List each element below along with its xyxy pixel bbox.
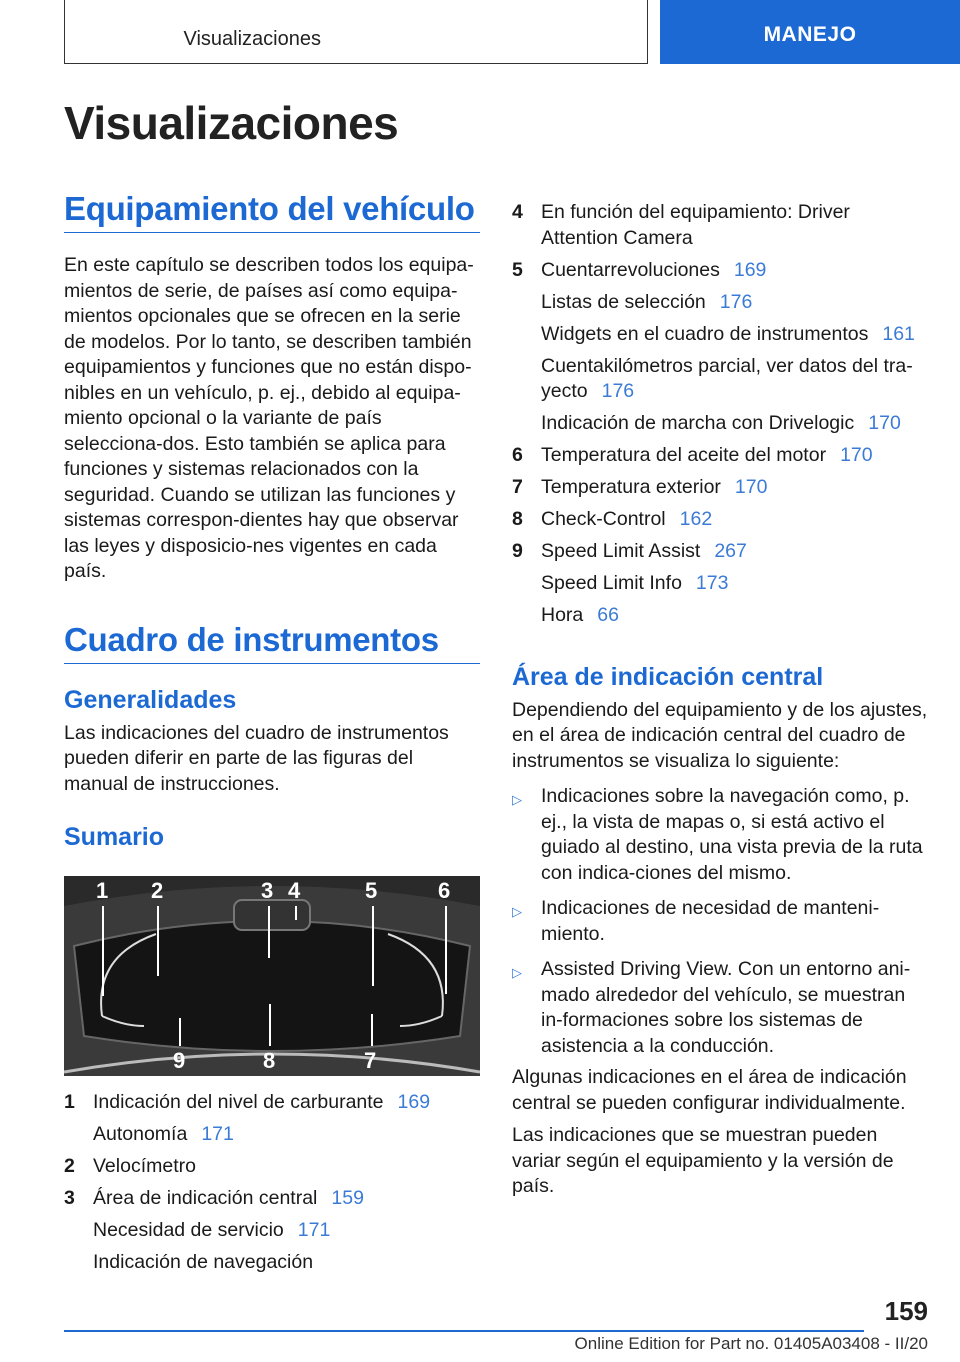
left-column (64, 190, 480, 1276)
legend-number (512, 603, 541, 629)
callout-line-6 (445, 906, 447, 994)
legend-item (512, 571, 928, 597)
page-reference-link[interactable]: 176 (601, 380, 635, 402)
bullet-text: Indicaciones sobre la navegación como, p. ej., la vista de mapas o, si está activo el guiado al destino, una vista previa de la ruta con indica-ciones del mismo. (541, 785, 923, 884)
legend-text: Hora (541, 604, 584, 626)
page-reference-link[interactable]: 169 (733, 258, 767, 281)
triangle-bullet-icon: ▷ (512, 904, 522, 919)
page-reference-link[interactable]: 161 (882, 322, 915, 345)
general-body: Las indicaciones del cuadro de instrumentos pueden diferir en parte de las figuras del manual de instrucciones. (64, 721, 449, 795)
legend-item (512, 475, 928, 501)
page-reference-link[interactable]: 170 (734, 476, 768, 498)
legend-number: 4 (512, 201, 523, 223)
general-heading: Generalidades (64, 685, 237, 714)
page-reference-link[interactable]: 173 (695, 572, 729, 594)
legend-item (64, 1154, 480, 1180)
legend-text: Temperatura exterior (541, 476, 721, 498)
bullet-text: Indicaciones de necesidad de manteni-miento. (541, 897, 880, 945)
legend-item (64, 1218, 480, 1244)
legend-number (512, 322, 541, 348)
legend-number (64, 1250, 93, 1276)
legend-item (64, 1122, 480, 1148)
bullet-item (512, 784, 928, 886)
figure-label-1: 1 (96, 878, 109, 903)
instrument-cluster-figure (64, 876, 480, 1076)
figure-label-7: 7 (364, 1048, 377, 1073)
callout-line-5 (372, 906, 374, 986)
legend-number (512, 354, 541, 405)
page-title: Visualizaciones (64, 97, 399, 149)
callout-line-7 (371, 1014, 373, 1046)
legend-number: 3 (64, 1187, 75, 1209)
legend-number: 6 (512, 444, 523, 466)
page-reference-link[interactable]: 170 (868, 412, 901, 434)
page-reference-link[interactable]: 267 (714, 540, 747, 562)
equipment-heading: Equipamiento del vehículo (64, 190, 480, 233)
edition-info: Online Edition for Part no. 01405A03408 - II/20 (574, 1334, 928, 1353)
legend-item (512, 539, 928, 565)
triangle-bullet-icon: ▷ (512, 965, 522, 980)
callout-line-8 (269, 1004, 271, 1046)
bullet-item (512, 896, 928, 947)
page-reference-link[interactable]: 176 (719, 290, 753, 313)
legend-text: Indicación de marcha con Drivelogic (541, 412, 855, 434)
legend-item (512, 290, 928, 316)
header-frame (64, 0, 648, 64)
legend-text: Widgets en el cuadro de instrumentos (541, 322, 869, 345)
page-reference-link[interactable]: 171 (201, 1123, 234, 1145)
legend-number: 2 (64, 1155, 75, 1177)
legend-number (512, 571, 541, 597)
legend-text: Indicación de navegación (93, 1251, 314, 1273)
page-reference-link[interactable]: 66 (597, 604, 619, 626)
legend-text: Cuentarrevoluciones (541, 258, 720, 281)
legend-text: Cuentakilómetros parcial, ver datos del tra-yecto (541, 354, 913, 402)
legend-text: Speed Limit Info (541, 572, 682, 594)
callout-line-4 (295, 906, 297, 920)
legend-item (64, 1250, 480, 1276)
left-legend-list (64, 1090, 480, 1276)
page-reference-link[interactable]: 159 (331, 1187, 364, 1209)
summary-heading: Sumario (64, 823, 165, 851)
callout-line-2 (157, 906, 159, 976)
legend-number: 5 (512, 258, 523, 281)
bullet-item (512, 957, 928, 1059)
legend-item (512, 603, 928, 629)
figure-label-4: 4 (288, 878, 301, 903)
legend-text: Velocímetro (93, 1155, 196, 1177)
page-number: 159 (884, 1296, 928, 1326)
legend-item (512, 354, 928, 405)
legend-item (64, 1186, 480, 1212)
legend-item (512, 322, 928, 348)
legend-item (512, 507, 928, 533)
figure-label-9: 9 (173, 1048, 186, 1073)
legend-number: 9 (512, 540, 523, 562)
central-area-bullets (512, 784, 928, 1059)
page-reference-link[interactable]: 169 (397, 1091, 431, 1113)
legend-item (512, 200, 928, 251)
legend-number (64, 1122, 93, 1148)
right-column (512, 200, 928, 1200)
legend-number (512, 290, 541, 316)
legend-text: En función del equipamiento: Driver Attention Camera (541, 201, 850, 249)
figure-label-2: 2 (151, 878, 164, 903)
bullet-text: Assisted Driving View. Con un entorno ani-mado alrededor del vehículo, se muestran in-formaciones sobre los sistemas de asistencia a la conducción. (541, 958, 911, 1057)
legend-number: 7 (512, 476, 523, 498)
callout-line-3 (268, 906, 270, 958)
legend-number (64, 1218, 93, 1244)
figure-label-5: 5 (365, 878, 378, 903)
legend-item (512, 411, 928, 437)
footer-divider (64, 1330, 864, 1332)
legend-item (512, 258, 928, 284)
cluster-drawing (64, 876, 480, 1076)
legend-text: Autonomía (93, 1123, 188, 1145)
page-reference-link[interactable]: 171 (297, 1219, 331, 1241)
page-reference-link[interactable]: 162 (679, 508, 713, 530)
legend-text: Check-Control (541, 508, 666, 530)
legend-text: Área de indicación central (93, 1187, 318, 1209)
figure-label-3: 3 (261, 878, 274, 903)
figure-label-6: 6 (438, 878, 451, 903)
legend-text: Listas de selección (541, 290, 706, 313)
figure-label-8: 8 (263, 1048, 276, 1073)
cluster-heading: Cuadro de instrumentos (64, 621, 480, 664)
central-area-intro: Dependiendo del equipamiento y de los ajustes, en el área de indicación central del cuadro de instrumentos se visualiza lo siguiente: (512, 698, 928, 772)
right-legend-list (512, 200, 928, 629)
legend-text: Indicación del nivel de carburante (93, 1091, 384, 1113)
legend-text: Necesidad de servicio (93, 1219, 284, 1241)
legend-text: Speed Limit Assist (541, 540, 701, 562)
legend-item (64, 1090, 480, 1116)
central-area-heading: Área de indicación central (512, 662, 824, 691)
legend-item (512, 443, 928, 469)
legend-number: 8 (512, 508, 523, 530)
page-reference-link[interactable]: 170 (840, 444, 873, 466)
callout-line-9 (179, 1018, 181, 1046)
triangle-bullet-icon: ▷ (512, 792, 522, 807)
callout-line-1 (102, 906, 104, 996)
configurable-note: Algunas indicaciones en el área de indicación central se pueden configurar individualmente. (512, 1066, 907, 1114)
legend-number: 1 (64, 1091, 75, 1113)
header-section-title: Visualizaciones (183, 28, 321, 50)
chapter-tab[interactable]: MANEJO (660, 0, 960, 64)
legend-text: Temperatura del aceite del motor (541, 444, 827, 466)
equipment-body: En este capítulo se describen todos los equipa-mientos de serie, de países así como equipa-mientos opcionales que se ofrecen en la serie de modelos. Por lo tanto, se describen también equipamientos y funciones que no están dispo-nibles en un vehículo, p. ej., debido al equipa-miento opcional o la variante de país selecciona-dos. Esto también se aplica para funciones y sistemas relacionados con la seguridad. Cuando se utilizan las funciones y sistemas correspon-dientes hay que observar las leyes y disposicio-nes vigentes en cada país. (64, 254, 474, 582)
variant-note: Las indicaciones que se muestran pueden variar según el equipamiento y la versión de país. (512, 1124, 894, 1197)
legend-number (512, 411, 541, 437)
